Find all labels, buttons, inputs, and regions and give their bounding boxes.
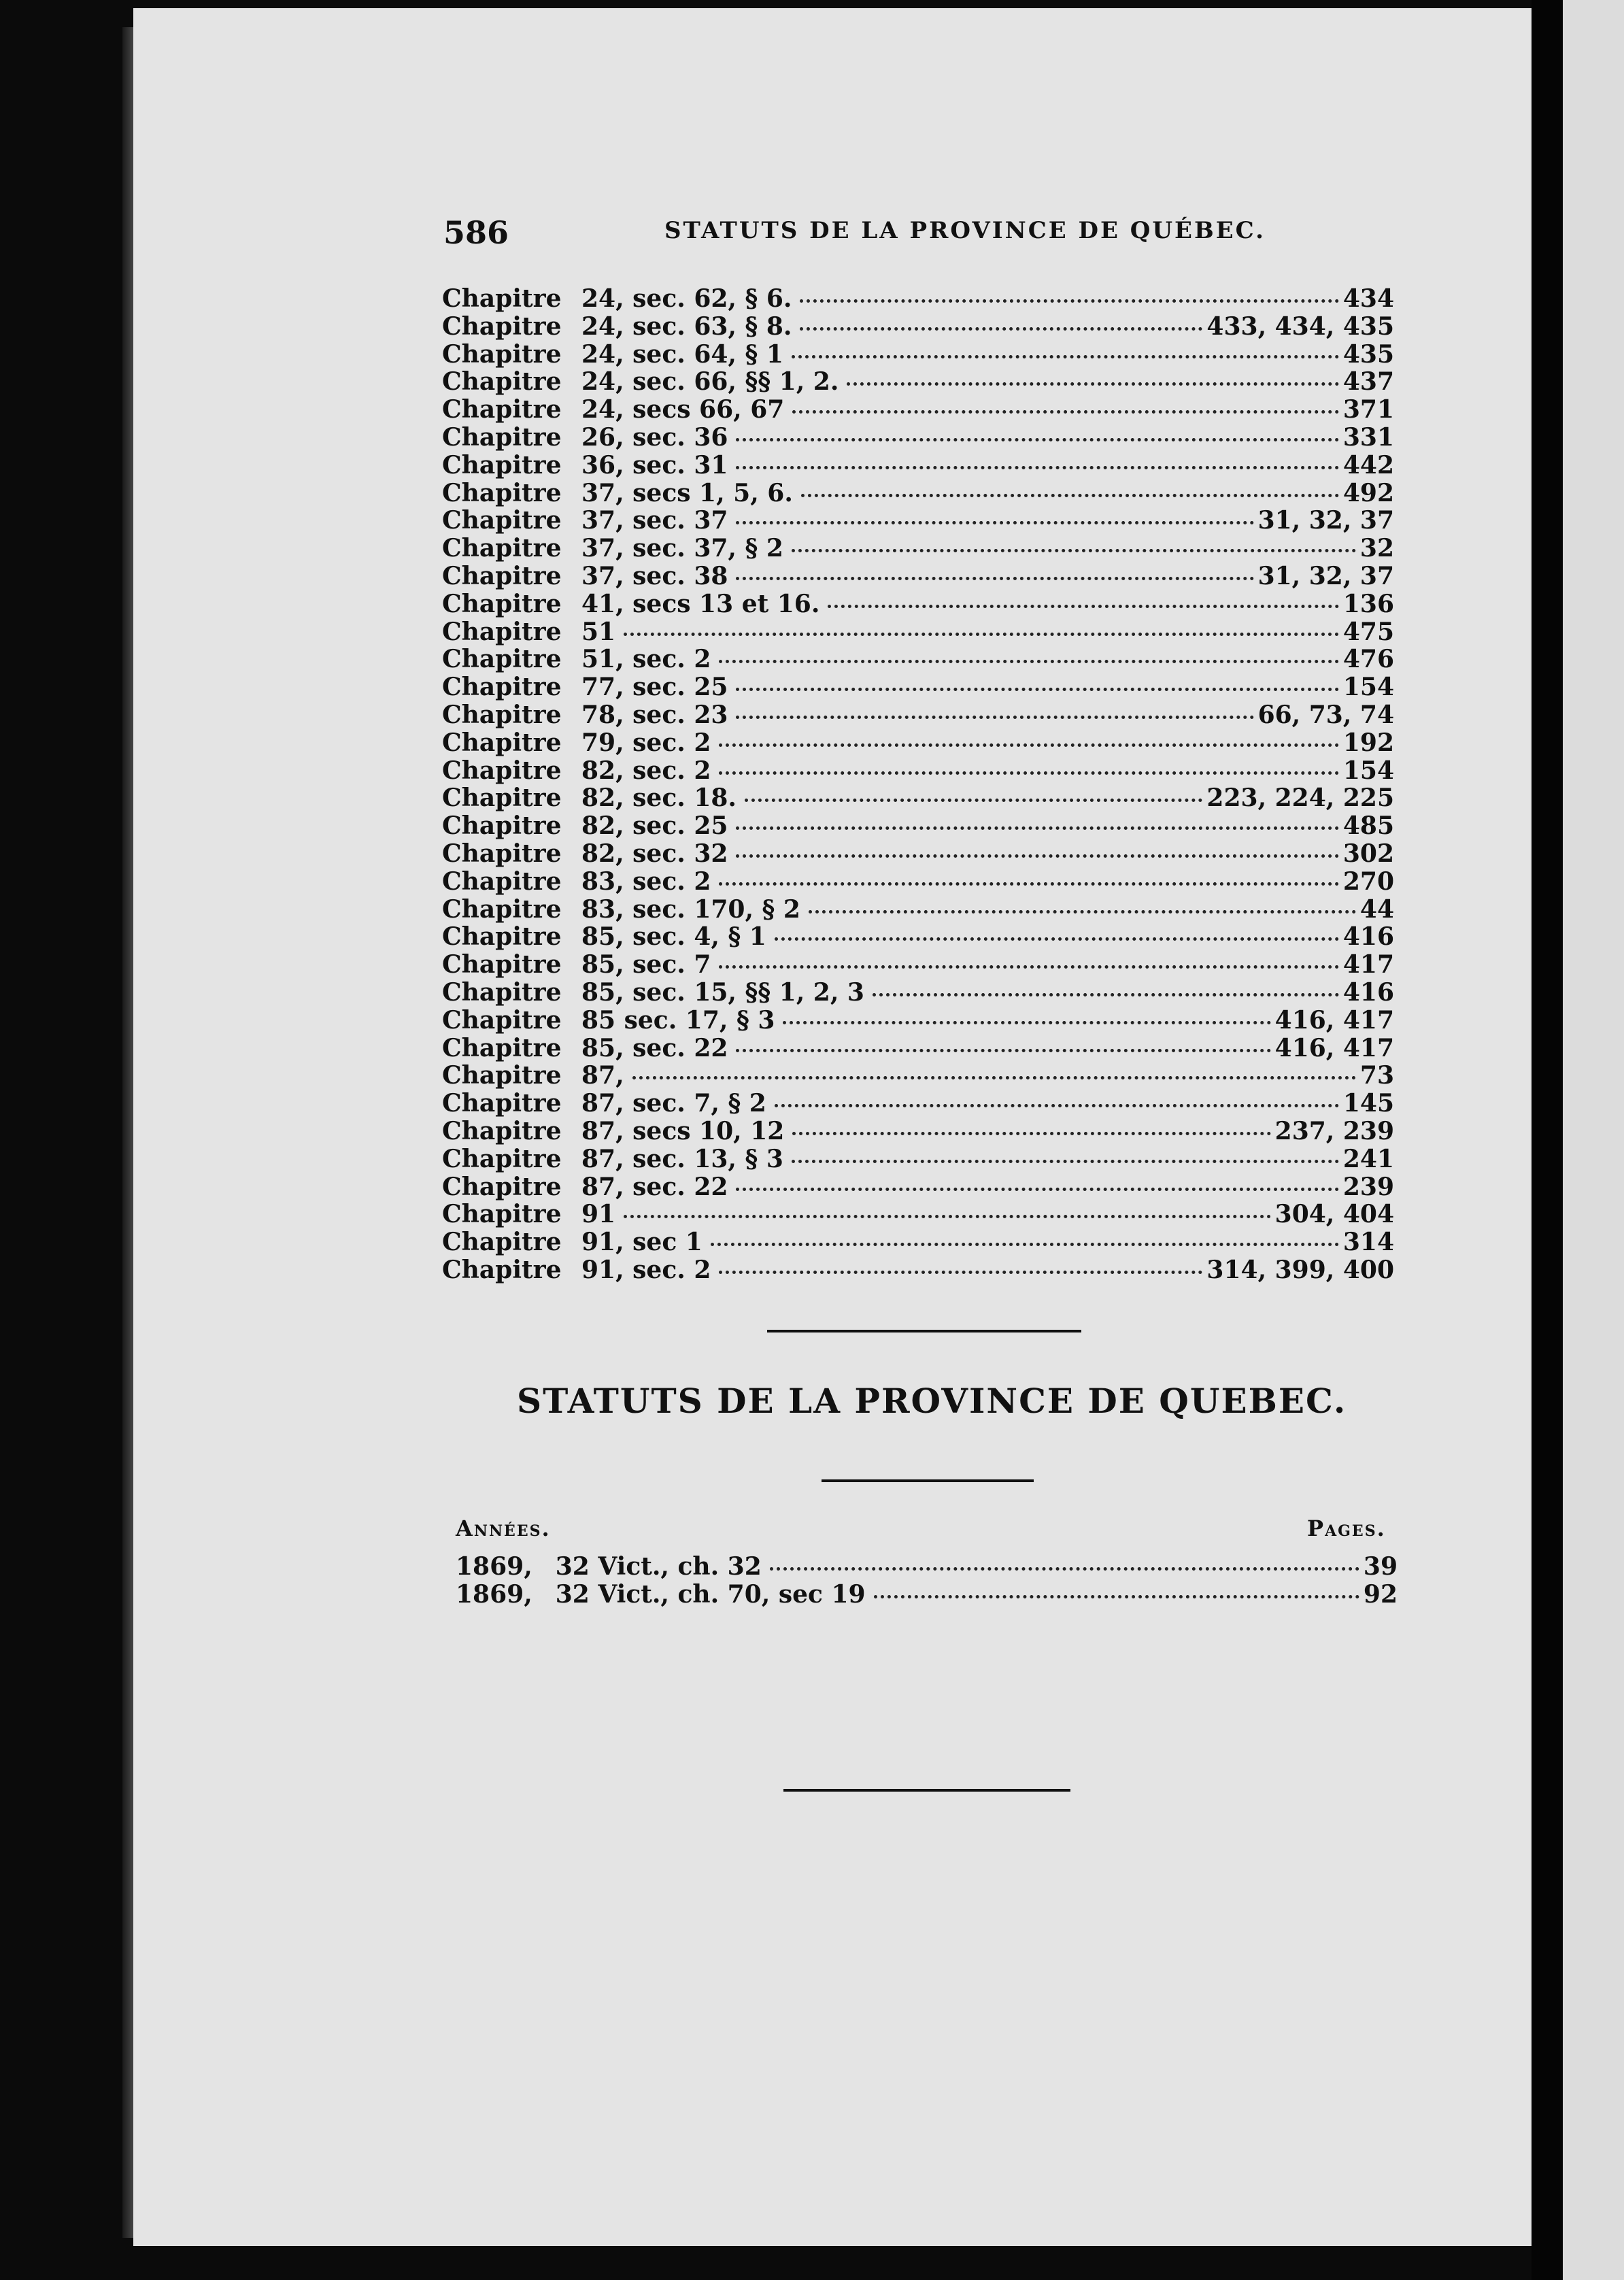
entry-label: Chapitre bbox=[442, 367, 562, 397]
dot-leader bbox=[828, 604, 1338, 608]
statute-list bbox=[456, 1552, 1398, 1608]
dot-leader bbox=[792, 354, 1339, 358]
list-item bbox=[442, 395, 1394, 423]
dot-leader bbox=[624, 632, 1339, 636]
column-header-years: Années. bbox=[456, 1515, 551, 1541]
list-item bbox=[442, 479, 1394, 507]
entry-pages: 32 bbox=[1359, 534, 1394, 563]
entry-pages: 314, 399, 400 bbox=[1206, 1255, 1394, 1284]
list-item bbox=[442, 895, 1394, 923]
list-item bbox=[442, 701, 1394, 728]
dot-leader bbox=[792, 548, 1356, 552]
column-header-pages: Pages. bbox=[1307, 1515, 1386, 1541]
dot-leader bbox=[719, 1270, 1202, 1274]
list-item bbox=[442, 506, 1394, 534]
entry-reference: 85, sec. 15, §§ 1, 2, 3 bbox=[581, 977, 864, 1007]
entry-label: Chapitre bbox=[442, 728, 562, 757]
dot-leader bbox=[719, 659, 1338, 663]
entry-reference: 82, sec. 2 bbox=[581, 756, 711, 785]
divider-rule bbox=[783, 1789, 1070, 1792]
dot-leader bbox=[775, 1103, 1339, 1107]
dot-leader bbox=[736, 1048, 1270, 1052]
entry-label: Chapitre bbox=[442, 617, 562, 646]
list-item bbox=[442, 1173, 1394, 1201]
entry-label: Chapitre bbox=[442, 478, 562, 507]
entry-pages: 437 bbox=[1342, 367, 1394, 397]
dot-leader bbox=[736, 465, 1338, 469]
page-number: 586 bbox=[443, 214, 509, 251]
entry-label: Chapitre bbox=[442, 950, 562, 979]
dot-leader bbox=[736, 715, 1253, 719]
entry-pages: 416, 417 bbox=[1274, 1005, 1394, 1035]
entry-label: Chapitre bbox=[442, 784, 562, 813]
entry-pages: 434 bbox=[1342, 284, 1394, 313]
entry-label: Chapitre bbox=[442, 1255, 562, 1284]
entry-reference: 87, sec. 13, § 3 bbox=[581, 1144, 783, 1173]
dot-leader bbox=[719, 771, 1338, 775]
entry-pages: 154 bbox=[1342, 756, 1394, 785]
entry-label: Chapitre bbox=[442, 756, 562, 785]
entry-pages: 416 bbox=[1342, 922, 1394, 952]
dot-leader bbox=[719, 965, 1338, 969]
adjacent-page-edge bbox=[1563, 0, 1624, 2280]
entry-pages: 192 bbox=[1342, 728, 1394, 757]
entry-label: Chapitre bbox=[442, 1116, 562, 1145]
dot-leader bbox=[736, 854, 1338, 858]
entry-label: Chapitre bbox=[442, 284, 562, 313]
dot-leader bbox=[783, 1020, 1270, 1024]
list-item bbox=[442, 645, 1394, 673]
list-item bbox=[442, 423, 1394, 451]
dot-leader bbox=[736, 576, 1253, 580]
list-item bbox=[442, 978, 1394, 1006]
entry-reference: 24, sec. 66, §§ 1, 2. bbox=[581, 367, 839, 397]
entry-reference: 24, sec. 63, § 8. bbox=[581, 312, 792, 341]
entry-pages: 416, 417 bbox=[1274, 1033, 1394, 1062]
entry-reference: 51, sec. 2 bbox=[581, 645, 711, 674]
entry-pages: 73 bbox=[1359, 1061, 1394, 1090]
dot-leader bbox=[632, 1075, 1356, 1079]
entry-reference: 87, bbox=[581, 1061, 624, 1090]
page-header bbox=[443, 214, 1266, 255]
entry-reference: 37, sec. 37, § 2 bbox=[581, 534, 783, 563]
entry-reference: 78, sec. 23 bbox=[581, 700, 728, 729]
entry-label: Chapitre bbox=[442, 839, 562, 868]
entry-pages: 442 bbox=[1342, 450, 1394, 480]
entry-pages: 223, 224, 225 bbox=[1206, 784, 1394, 813]
dot-leader bbox=[736, 437, 1338, 441]
entry-pages: 136 bbox=[1342, 589, 1394, 618]
entry-label: Chapitre bbox=[442, 1061, 562, 1090]
dot-leader bbox=[792, 409, 1339, 414]
entry-pages: 31, 32, 37 bbox=[1257, 561, 1394, 590]
list-item bbox=[442, 1256, 1394, 1284]
entry-label: Chapitre bbox=[442, 811, 562, 841]
dot-leader bbox=[736, 687, 1338, 691]
entry-label: 1869, bbox=[456, 1579, 532, 1609]
entry-pages: 304, 404 bbox=[1274, 1200, 1394, 1229]
list-item bbox=[442, 1200, 1394, 1228]
list-item bbox=[442, 673, 1394, 701]
entry-label: Chapitre bbox=[442, 589, 562, 618]
entry-reference: 85 sec. 17, § 3 bbox=[581, 1005, 775, 1035]
entry-reference: 85, sec. 22 bbox=[581, 1033, 728, 1062]
list-item bbox=[442, 1006, 1394, 1034]
dot-leader bbox=[745, 798, 1202, 802]
entry-label: 1869, bbox=[456, 1552, 532, 1581]
entry-label: Chapitre bbox=[442, 1089, 562, 1118]
dot-leader bbox=[801, 493, 1339, 497]
entry-label: Chapitre bbox=[442, 977, 562, 1007]
list-item bbox=[442, 340, 1394, 368]
entry-pages: 270 bbox=[1342, 867, 1394, 896]
entry-reference: 41, secs 13 et 16. bbox=[581, 589, 820, 618]
entry-pages: 476 bbox=[1342, 645, 1394, 674]
list-item bbox=[442, 784, 1394, 811]
entry-pages: 39 bbox=[1363, 1552, 1398, 1581]
entry-label: Chapitre bbox=[442, 1200, 562, 1229]
entry-reference: 77, sec. 25 bbox=[581, 673, 728, 702]
list-item bbox=[442, 950, 1394, 978]
dot-leader bbox=[775, 937, 1339, 941]
entry-reference: 26, sec. 36 bbox=[581, 422, 728, 452]
divider-rule bbox=[822, 1479, 1034, 1482]
list-item bbox=[442, 451, 1394, 479]
dot-leader bbox=[792, 1159, 1339, 1163]
list-item bbox=[442, 1228, 1394, 1256]
entry-pages: 239 bbox=[1342, 1172, 1394, 1201]
entry-label: Chapitre bbox=[442, 339, 562, 369]
entry-reference: 83, sec. 170, § 2 bbox=[581, 894, 800, 924]
chapter-index-list bbox=[442, 284, 1394, 1284]
entry-reference: 51 bbox=[581, 617, 616, 646]
dot-leader bbox=[874, 1594, 1359, 1598]
dot-leader bbox=[800, 299, 1338, 303]
entry-label: Chapitre bbox=[442, 312, 562, 341]
entry-reference: 82, sec. 18. bbox=[581, 784, 737, 813]
entry-label: Chapitre bbox=[442, 700, 562, 729]
entry-reference: 37, sec. 38 bbox=[581, 561, 728, 590]
entry-reference: 91, sec. 2 bbox=[581, 1255, 711, 1284]
dot-leader bbox=[800, 326, 1202, 331]
entry-label: Chapitre bbox=[442, 867, 562, 896]
entry-pages: 485 bbox=[1342, 811, 1394, 841]
entry-pages: 314 bbox=[1342, 1228, 1394, 1257]
entry-label: Chapitre bbox=[442, 534, 562, 563]
list-item bbox=[456, 1580, 1398, 1608]
divider-rule bbox=[767, 1330, 1081, 1332]
dot-leader bbox=[719, 743, 1338, 747]
list-item bbox=[442, 1034, 1394, 1062]
entry-reference: 24, secs 66, 67 bbox=[581, 395, 785, 424]
entry-pages: 435 bbox=[1342, 339, 1394, 369]
dot-leader bbox=[736, 826, 1338, 830]
entry-reference: 79, sec. 2 bbox=[581, 728, 711, 757]
entry-pages: 241 bbox=[1342, 1144, 1394, 1173]
entry-reference: 91, sec 1 bbox=[581, 1228, 703, 1257]
page-gap bbox=[1532, 0, 1563, 2280]
dot-leader bbox=[719, 882, 1338, 886]
dot-leader bbox=[792, 1131, 1270, 1135]
dot-leader bbox=[736, 1187, 1338, 1191]
section-title: STATUTS DE LA PROVINCE DE QUEBEC. bbox=[517, 1381, 1347, 1421]
entry-label: Chapitre bbox=[442, 894, 562, 924]
entry-pages: 145 bbox=[1342, 1089, 1394, 1118]
list-item bbox=[442, 312, 1394, 340]
list-item bbox=[442, 867, 1394, 895]
entry-label: Chapitre bbox=[442, 645, 562, 674]
list-item bbox=[442, 618, 1394, 646]
entry-label: Chapitre bbox=[442, 1172, 562, 1201]
list-item bbox=[456, 1552, 1398, 1580]
entry-reference: 87, sec. 7, § 2 bbox=[581, 1089, 766, 1118]
entry-pages: 416 bbox=[1342, 977, 1394, 1007]
entry-label: Chapitre bbox=[442, 450, 562, 480]
entry-label: Chapitre bbox=[442, 506, 562, 535]
entry-label: Chapitre bbox=[442, 922, 562, 952]
entry-pages: 417 bbox=[1342, 950, 1394, 979]
entry-reference: 82, sec. 25 bbox=[581, 811, 728, 841]
dot-leader bbox=[809, 909, 1356, 913]
list-item bbox=[442, 756, 1394, 784]
list-item bbox=[442, 1145, 1394, 1173]
entry-reference: 87, sec. 22 bbox=[581, 1172, 728, 1201]
entry-label: Chapitre bbox=[442, 395, 562, 424]
entry-pages: 371 bbox=[1342, 395, 1394, 424]
entry-pages: 475 bbox=[1342, 617, 1394, 646]
entry-reference: 91 bbox=[581, 1200, 616, 1229]
entry-label: Chapitre bbox=[442, 1228, 562, 1257]
list-item bbox=[442, 922, 1394, 950]
entry-reference: 32 Vict., ch. 70, sec 19 bbox=[555, 1579, 866, 1609]
list-item bbox=[442, 839, 1394, 867]
list-item bbox=[442, 534, 1394, 562]
entry-pages: 92 bbox=[1363, 1579, 1398, 1609]
list-item bbox=[442, 284, 1394, 312]
entry-reference: 32 Vict., ch. 32 bbox=[555, 1552, 762, 1581]
list-item bbox=[442, 367, 1394, 395]
list-item bbox=[442, 1061, 1394, 1089]
entry-pages: 433, 434, 435 bbox=[1206, 312, 1394, 341]
dot-leader bbox=[624, 1214, 1271, 1218]
list-item bbox=[442, 728, 1394, 756]
entry-reference: 24, sec. 64, § 1 bbox=[581, 339, 783, 369]
entry-pages: 302 bbox=[1342, 839, 1394, 868]
entry-pages: 237, 239 bbox=[1274, 1116, 1394, 1145]
entry-label: Chapitre bbox=[442, 422, 562, 452]
entry-reference: 83, sec. 2 bbox=[581, 867, 711, 896]
list-item bbox=[442, 590, 1394, 618]
list-item bbox=[442, 1117, 1394, 1145]
entry-pages: 492 bbox=[1342, 478, 1394, 507]
entry-label: Chapitre bbox=[442, 1005, 562, 1035]
list-item bbox=[442, 562, 1394, 590]
entry-reference: 37, sec. 37 bbox=[581, 506, 728, 535]
dot-leader bbox=[770, 1566, 1359, 1571]
entry-label: Chapitre bbox=[442, 561, 562, 590]
running-title: STATUTS DE LA PROVINCE DE QUÉBEC. bbox=[664, 217, 1266, 244]
entry-label: Chapitre bbox=[442, 1144, 562, 1173]
entry-reference: 82, sec. 32 bbox=[581, 839, 728, 868]
entry-pages: 154 bbox=[1342, 673, 1394, 702]
entry-pages: 66, 73, 74 bbox=[1257, 700, 1394, 729]
entry-reference: 36, sec. 31 bbox=[581, 450, 728, 480]
entry-reference: 24, sec. 62, § 6. bbox=[581, 284, 792, 313]
entry-reference: 87, secs 10, 12 bbox=[581, 1116, 785, 1145]
entry-reference: 85, sec. 7 bbox=[581, 950, 711, 979]
entry-reference: 85, sec. 4, § 1 bbox=[581, 922, 766, 952]
entry-pages: 44 bbox=[1359, 894, 1394, 924]
dot-leader bbox=[873, 992, 1339, 996]
entry-pages: 31, 32, 37 bbox=[1257, 506, 1394, 535]
entry-pages: 331 bbox=[1342, 422, 1394, 452]
dot-leader bbox=[847, 382, 1338, 386]
entry-reference: 37, secs 1, 5, 6. bbox=[581, 478, 793, 507]
list-item bbox=[442, 811, 1394, 839]
list-item bbox=[442, 1089, 1394, 1117]
entry-label: Chapitre bbox=[442, 673, 562, 702]
dot-leader bbox=[736, 520, 1253, 524]
entry-label: Chapitre bbox=[442, 1033, 562, 1062]
dot-leader bbox=[711, 1242, 1339, 1246]
